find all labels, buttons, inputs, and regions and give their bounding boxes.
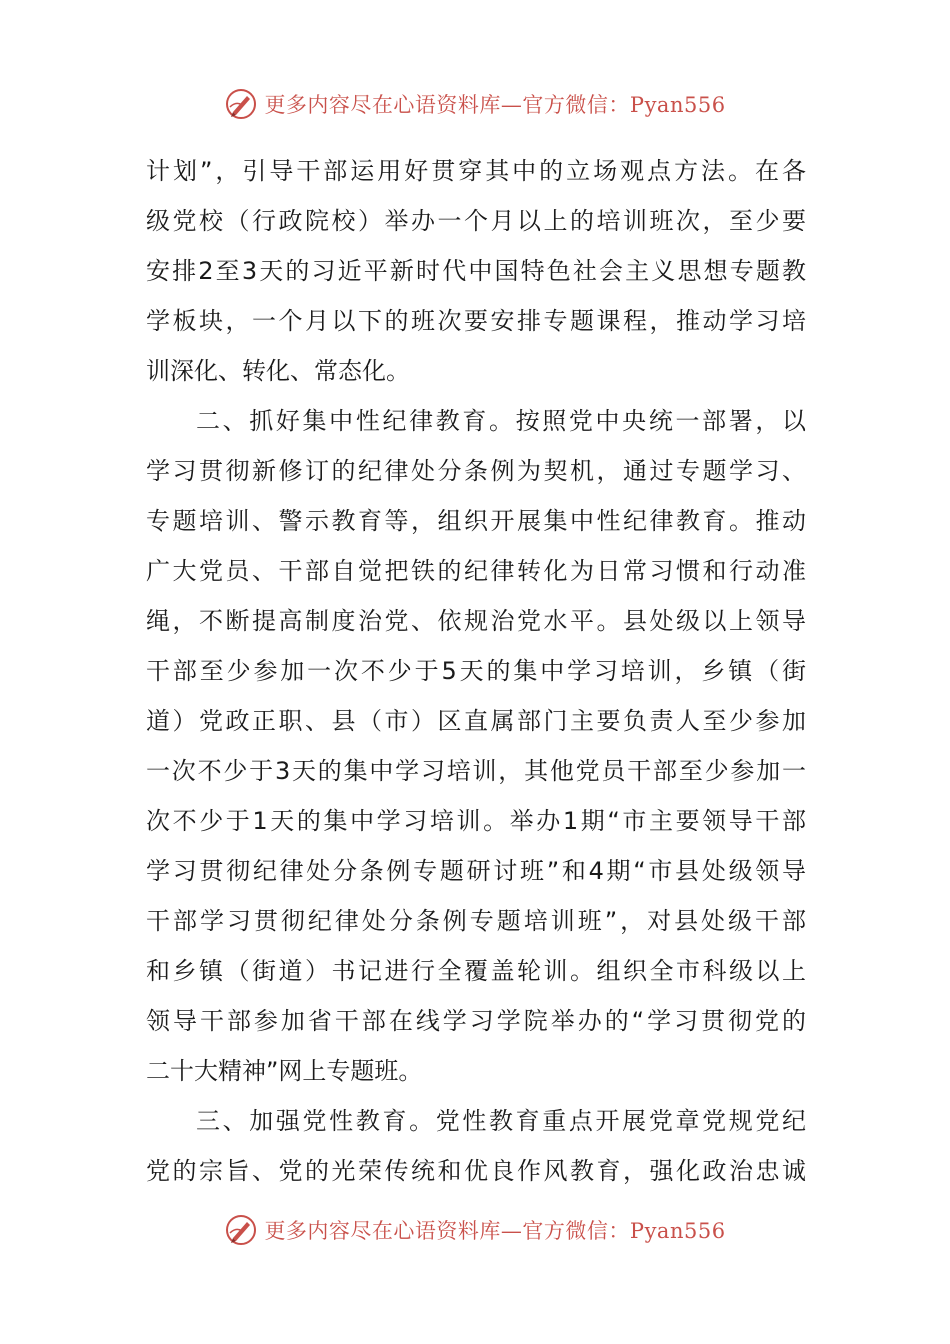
- text-line: 次不少于1天的集中学习培训。举办1期“市主要领导干部: [146, 807, 806, 835]
- text-line: 训深化、转化、常态化。: [146, 357, 410, 385]
- text-line: 干部至少参加一次不少于5天的集中学习培训，乡镇（街: [146, 657, 806, 685]
- header-watermark: [0, 84, 950, 124]
- text-line: 计划”，引导干部运用好贯穿其中的立场观点方法。在各: [146, 157, 806, 185]
- paragraph: [146, 1096, 806, 1196]
- text-line: 党的宗旨、党的光荣传统和优良作风教育，强化政治忠诚: [146, 1157, 806, 1185]
- text-line: 和乡镇（街道）书记进行全覆盖轮训。组织全市科级以上: [146, 957, 806, 985]
- pen-logo-icon: [224, 87, 258, 121]
- paragraph: [146, 146, 806, 396]
- text-line: 二十大精神”网上专题班。: [146, 1057, 423, 1085]
- text-line: 干部学习贯彻纪律处分条例专题培训班”，对县处级干部: [146, 907, 806, 935]
- text-line: 学习贯彻纪律处分条例专题研讨班”和4期“市县处级领导: [146, 857, 806, 885]
- watermark-text: 更多内容尽在心语资料库—官方微信：Pyan556: [264, 1219, 726, 1243]
- text-line: 安排2至3天的习近平新时代中国特色社会主义思想专题教: [146, 257, 806, 285]
- text-line: 领导干部参加省干部在线学习学院举办的“学习贯彻党的: [146, 1007, 806, 1035]
- text-line: 广大党员、干部自觉把铁的纪律转化为日常习惯和行动准: [146, 557, 806, 585]
- text-line: 学习贯彻新修订的纪律处分条例为契机，通过专题学习、: [146, 457, 806, 485]
- text-line: 二、抓好集中性纪律教育。按照党中央统一部署，以: [196, 407, 806, 435]
- text-line: 绳，不断提高制度治党、依规治党水平。县处级以上领导: [146, 607, 806, 635]
- document-body: [146, 146, 806, 1196]
- pen-logo-icon: [224, 1213, 258, 1247]
- text-line: 三、加强党性教育。党性教育重点开展党章党规党纪: [196, 1107, 806, 1135]
- watermark-text: 更多内容尽在心语资料库—官方微信：Pyan556: [264, 93, 726, 117]
- footer-watermark: [0, 1210, 950, 1250]
- text-line: 一次不少于3天的集中学习培训，其他党员干部至少参加一: [146, 757, 806, 785]
- text-line: 学板块，一个月以下的班次要安排专题课程，推动学习培: [146, 307, 806, 335]
- text-line: 级党校（行政院校）举办一个月以上的培训班次，至少要: [146, 207, 806, 235]
- text-line: 道）党政正职、县（市）区直属部门主要负责人至少参加: [146, 707, 806, 735]
- paragraph: [146, 396, 806, 1096]
- text-line: 专题培训、警示教育等，组织开展集中性纪律教育。推动: [146, 507, 806, 535]
